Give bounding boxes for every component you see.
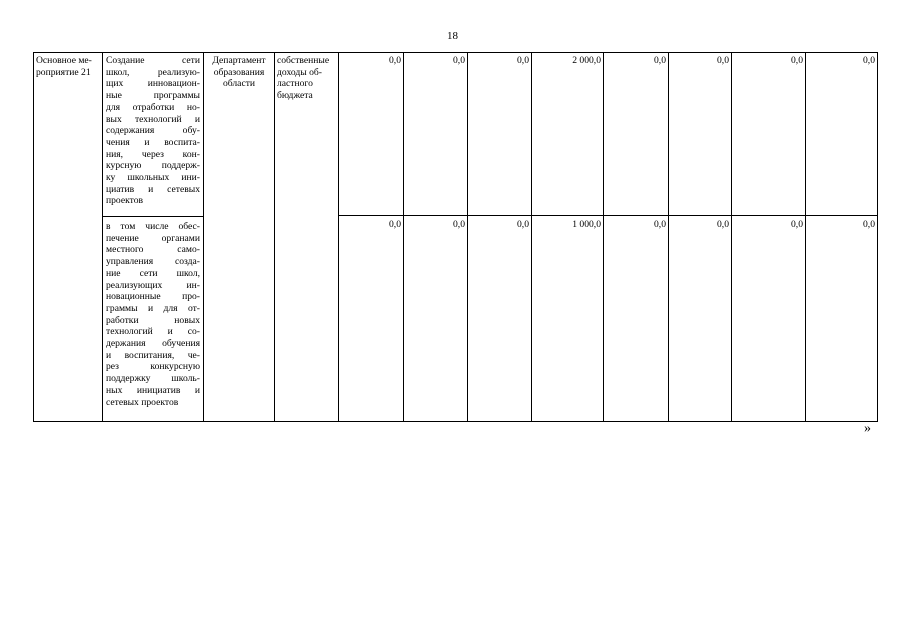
text-line: поддержку школь- [106,373,200,385]
value-cell: 0,0 [453,219,465,230]
text-line: граммы и для от- [106,302,200,314]
text-line: образования [213,66,265,78]
value-cell: 1 000,0 [572,219,601,230]
text-line: содержания обу- [106,125,200,137]
text-line: Основное ме- [36,55,92,66]
text-line: ку школьных ини- [106,172,200,184]
value-cell: 0,0 [863,219,875,230]
text-line: бюджета [277,90,313,102]
text-line: доходы об- [277,66,322,78]
text-line: ластного [277,78,313,90]
text-line: области [222,78,256,90]
text-line: курсную поддерж- [106,160,200,172]
text-line: собственные [277,55,330,66]
text-line: реализующих ин- [106,279,200,291]
funding-source-cell [277,55,329,102]
text-line: чения и воспита- [106,136,200,148]
text-line: в том числе обес- [106,221,200,232]
closing-quote-mark: » [864,421,871,436]
text-line: ния, через кон- [106,148,200,160]
value-cell: 2 000,0 [572,55,601,66]
value-cell: 0,0 [517,219,529,230]
executor-cell [207,55,271,90]
measure-name-cell [36,55,92,78]
text-line: ние сети школ, [106,267,200,279]
value-cell: 0,0 [717,55,729,66]
text-line: роприятие 21 [36,66,91,78]
text-line: ные программы [106,90,200,102]
value-cell: 0,0 [717,219,729,230]
page-number: 18 [447,30,458,42]
text-line: и воспитания, че- [106,349,200,361]
text-line: проектов [106,195,144,207]
text-line: щих инновацион- [106,78,200,90]
text-line: работки новых [106,314,200,326]
text-line: вых технологий и [106,113,200,125]
text-line: местного само- [106,244,200,256]
value-cell: 0,0 [389,55,401,66]
value-cell: 0,0 [791,55,803,66]
text-line: школ, реализую- [106,66,200,78]
measure-description-cell [106,55,200,207]
text-line: печение органами [106,232,200,244]
text-line: держания обучения [106,338,200,350]
text-line: ных инициатив и [106,384,200,396]
value-cell: 0,0 [389,219,401,230]
text-line: технологий и со- [106,326,200,338]
value-cell: 0,0 [654,219,666,230]
value-cell: 0,0 [453,55,465,66]
text-line: управления созда- [106,256,200,268]
text-line: новационные про- [106,291,200,303]
subrow-description-cell [106,221,200,408]
text-line: Создание сети [106,55,200,66]
text-line: циатив и сетевых [106,183,200,195]
value-cell: 0,0 [863,55,875,66]
text-line: для отработки но- [106,101,200,113]
text-line: рез конкурсную [106,361,200,373]
value-cell: 0,0 [654,55,666,66]
text-line: Департамент [212,55,266,66]
value-cell: 0,0 [517,55,529,66]
value-cell: 0,0 [791,219,803,230]
text-line: сетевых проектов [106,396,179,408]
